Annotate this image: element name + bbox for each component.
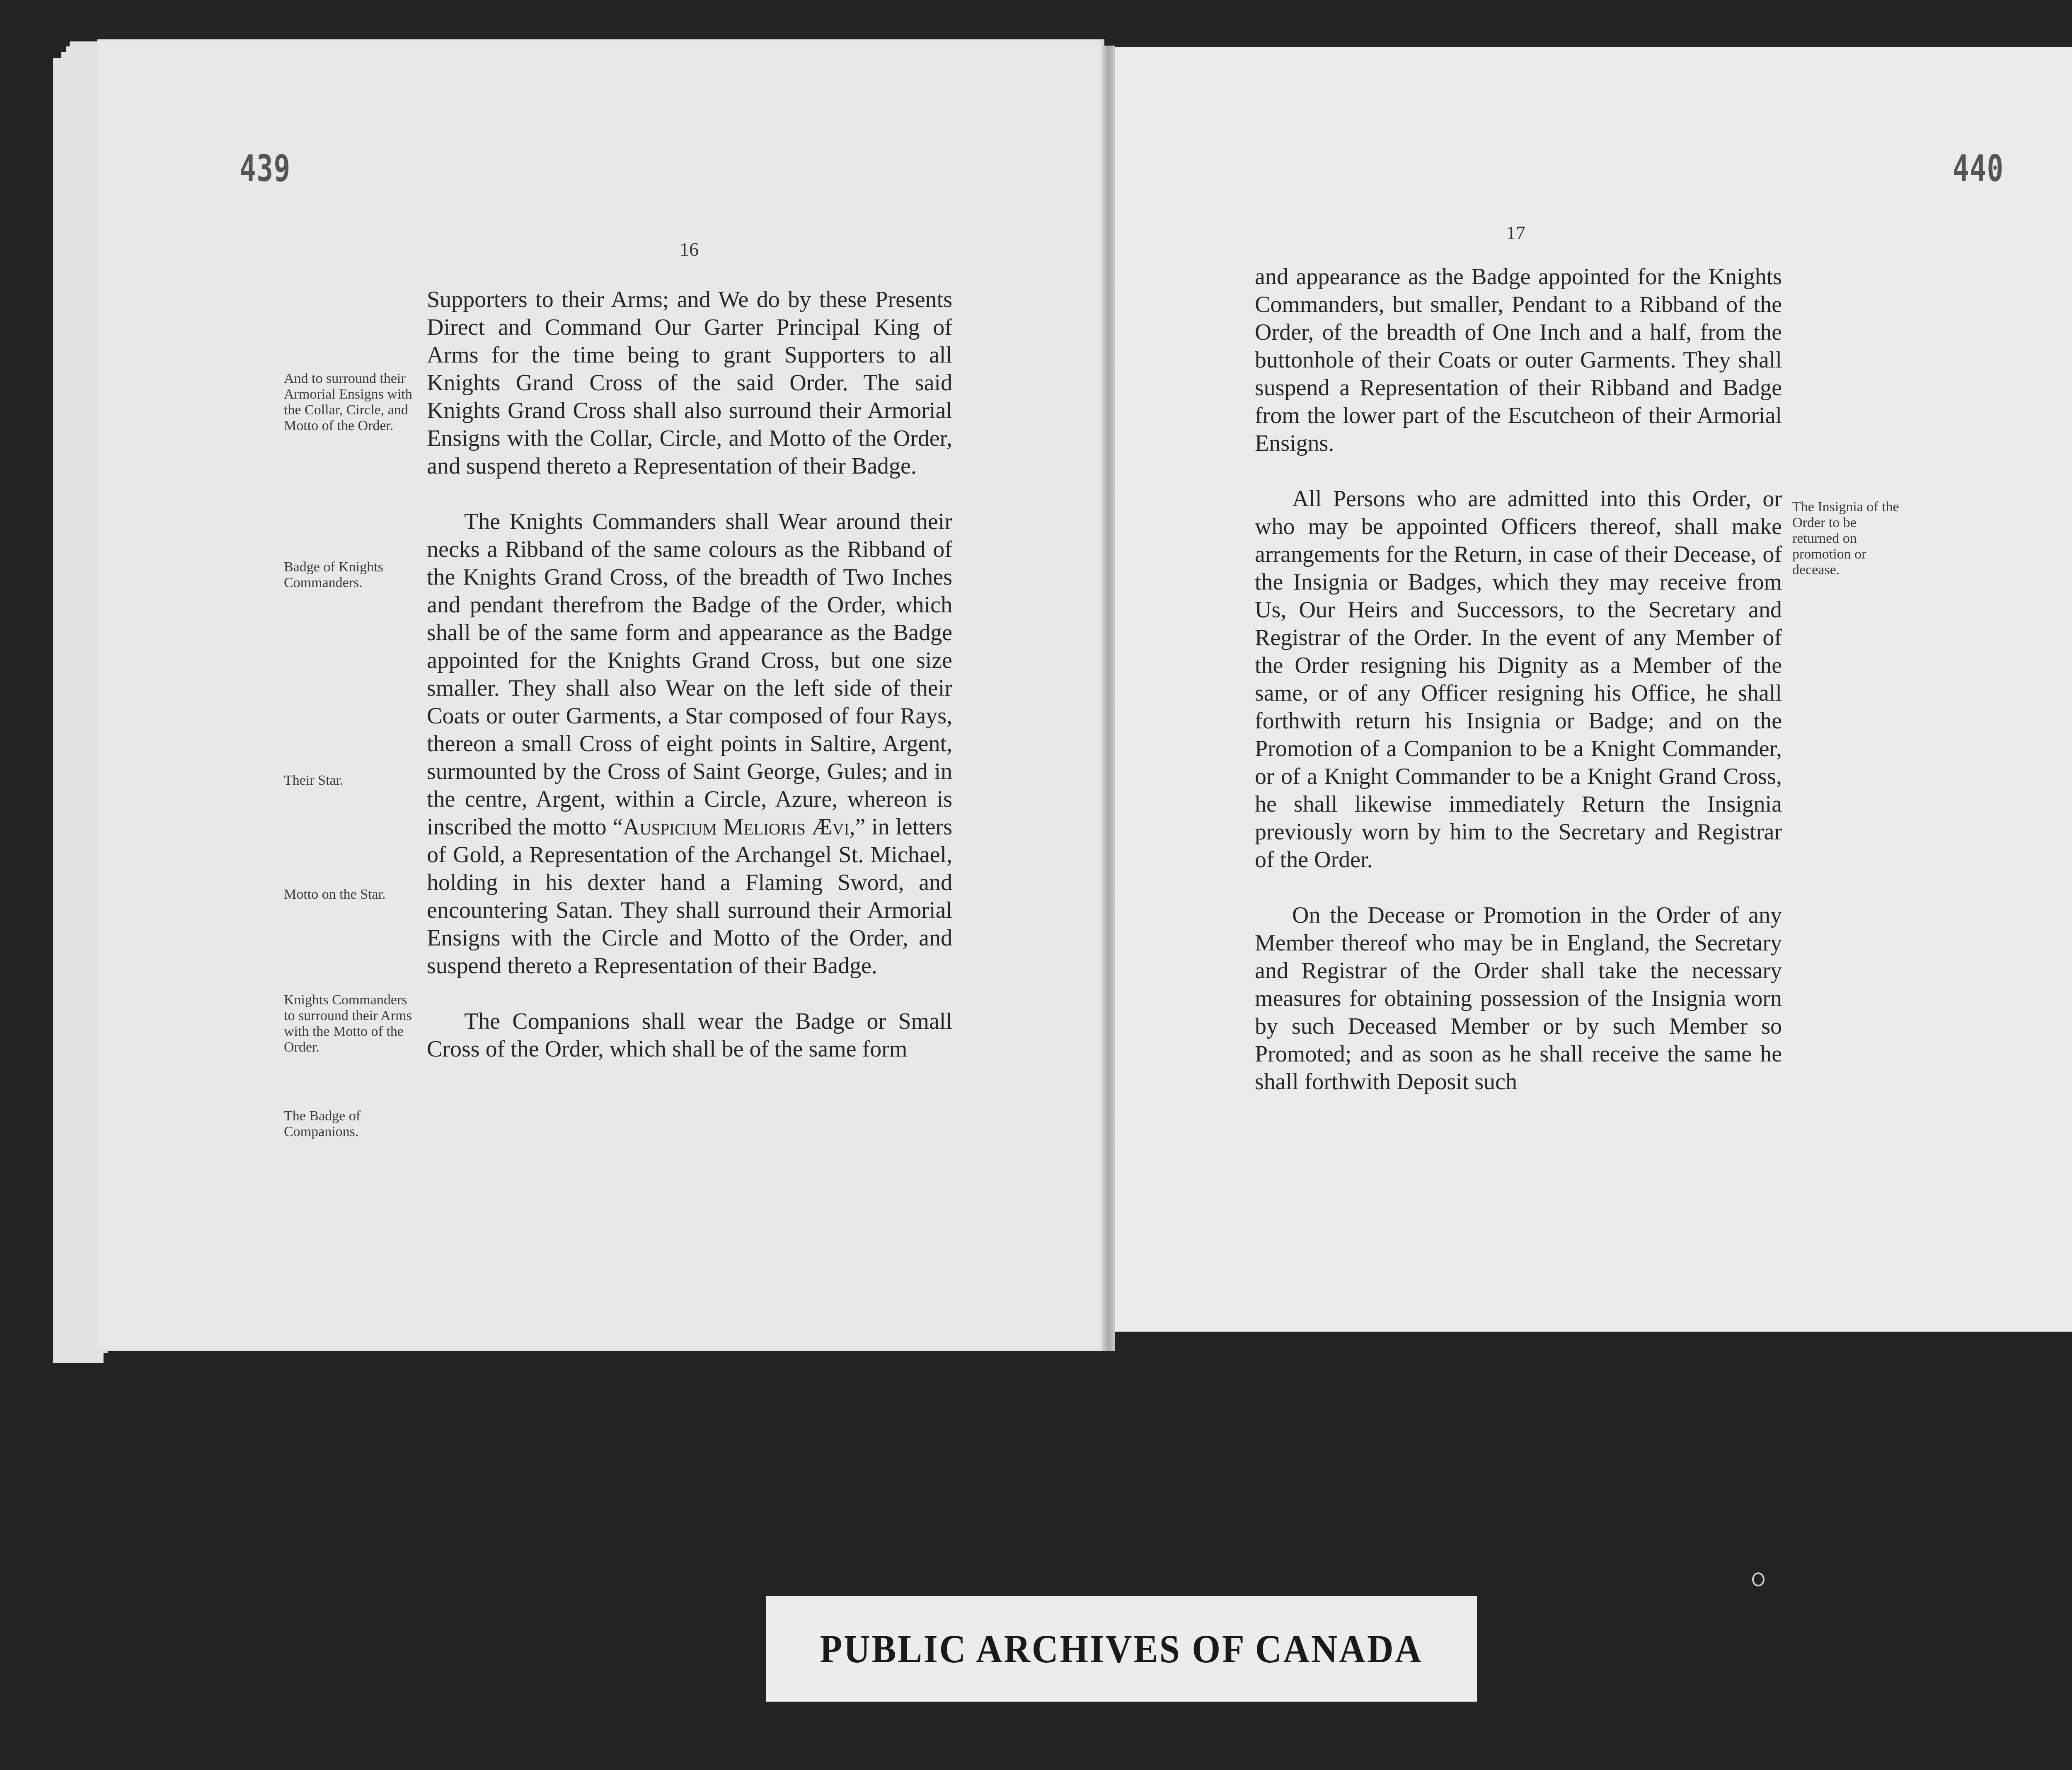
dust-speck bbox=[1752, 1572, 1765, 1586]
paragraph: and appearance as the Badge appointed for the Knights Commanders, but smaller, Pendant to a Ribband of the Order, of the breadth of One Inch and a half, from the buttonhole of their Coats or outer Garments. They shall suspend a Representation of their Ribband and Badge from the lower part of the Escutcheon of their Armorial Ensigns. bbox=[1255, 264, 1782, 456]
paragraph: Supporters to their Arms; and We do by these Presents Direct and Command Our Garter Principal King of Arms for the time being to grant Supporters to all Knights Grand Cross of the said Order. The said Knights Grand Cross shall also surround their Armorial Ensigns with the Collar, Circle, and Motto of the Order, and suspend thereto a Representation of their Badge. bbox=[427, 287, 952, 479]
left-folio-stamp: 439 bbox=[240, 147, 291, 190]
paragraph: The Companions shall wear the Badge or Small Cross of the Order, which shall be of the same form bbox=[427, 1008, 952, 1062]
margin-note: Badge of Knights Commanders. bbox=[284, 559, 383, 590]
margin-note: Motto on the Star. bbox=[284, 887, 386, 902]
margin-note: And to surround their Armorial Ensigns with the Collar, Circle, and Motto of the Order. bbox=[284, 371, 412, 433]
paragraph: On the Decease or Promotion in the Order of any Member thereof who may be in England, the Secretary and Registrar of the Order shall take the necessary measures for obtaining possession of the Insignia worn by such Deceased Member or by such Member so Promoted; and as soon as he shall receive the same he shall forthwith Deposit such bbox=[1255, 902, 1782, 1095]
margin-note: Their Star. bbox=[284, 773, 344, 788]
left-page-number: 16 bbox=[680, 239, 699, 260]
margin-note: The Insignia of the Order to be returned on promotion or decease. bbox=[1792, 499, 1899, 578]
archive-label-text: PUBLIC ARCHIVES OF CANADA bbox=[820, 1627, 1423, 1671]
paragraph bbox=[427, 508, 952, 980]
left-body-text bbox=[427, 286, 952, 1063]
margin-note: Knights Commanders to surround their Arms with the Motto of the Order. bbox=[284, 992, 412, 1055]
archive-label bbox=[766, 1596, 1477, 1702]
margin-note: The Badge of Companions. bbox=[284, 1108, 361, 1139]
paragraph-text: ” in letters of Gold, a Representation of the Archangel St. Michael, holding in his dexter hand a Flaming Sword, and encountering Satan. They shall surround their Armorial Ensigns with the Circle and Motto of the Order, and suspend thereto a Representation of their Badge. bbox=[427, 814, 952, 979]
paragraph-text: The Knights Commanders shall Wear around their necks a Ribband of the same colours as the Ribband of the Knights Grand Cross, of the breadth of Two Inches and pendant therefrom the Badge of the Order, which shall be of the same form and appearance as the Badge appointed for the Knights Grand Cross, but one size smaller. They shall also Wear on the left side of their Coats or outer Garments, a Star composed of four Rays, thereon a small Cross of eight points in Saltire, Argent, surmounted by the Cross of Saint George, Gules; and in the centre, Argent, within a Circle, Azure, whereon is inscribed the motto “ bbox=[427, 509, 952, 840]
motto-text: Auspicium Melioris Ævi, bbox=[623, 814, 855, 840]
right-folio-stamp: 440 bbox=[1953, 147, 2004, 190]
paragraph: All Persons who are admitted into this Order, or who may be appointed Officers thereof, shall make arrangements for the Return, in case of their Decease, of the Insignia or Badges, which they may receive from Us, Our Heirs and Successors, to the Secretary and Registrar of the Order. In the event of any Member of the Order resigning his Dignity as a Member of the same, or of any Officer resigning his Office, he shall forthwith return his Insignia or Badge; and on the Promotion of a Companion to be a Knight Commander, or of a Knight Commander to be a Knight Grand Cross, he shall likewise immediately Return the Insignia previously worn by him to the Secretary and Registrar of the Order. bbox=[1255, 486, 1782, 873]
book-gutter bbox=[1102, 46, 1115, 1351]
right-body-text bbox=[1255, 263, 1782, 1096]
right-page-number: 17 bbox=[1506, 222, 1525, 243]
